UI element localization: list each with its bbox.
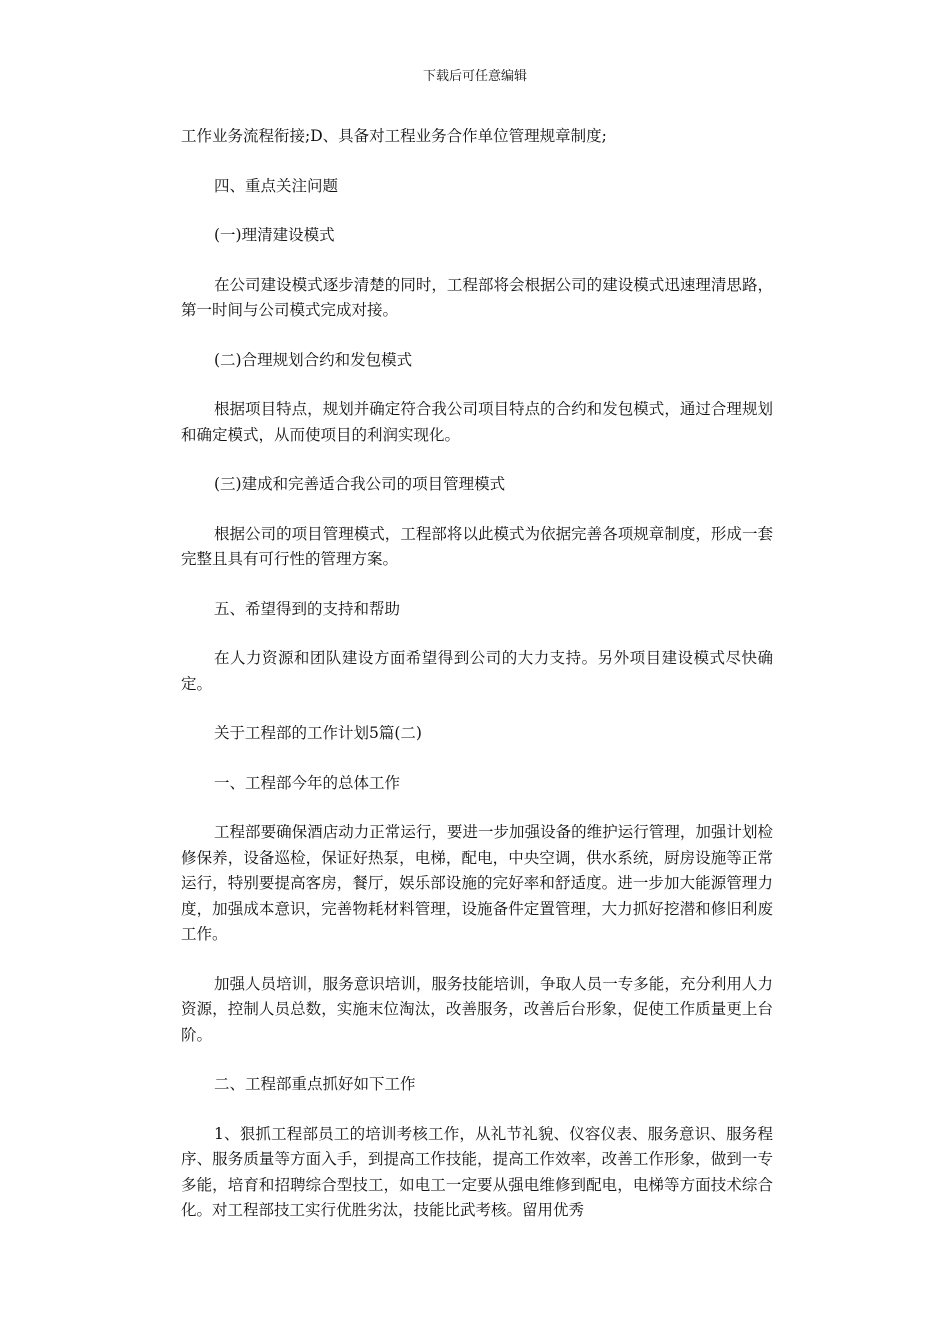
section-heading-2: 二、工程部重点抓好如下工作 bbox=[214, 1075, 416, 1093]
article-title: 关于工程部的工作计划5篇(二) bbox=[214, 724, 422, 742]
paragraph-continuation: 工作业务流程衔接;D、具备对工程业务合作单位管理规章制度; bbox=[181, 127, 607, 145]
paragraph: 加强人员培训，服务意识培训，服务技能培训，争取人员一专多能，充分利用人力资源，控制人员总数，实施末位淘汰，改善服务，改善后台形象，促使工作质量更上台阶。 bbox=[181, 974, 773, 1044]
page-header: 下载后可任意编辑 bbox=[422, 69, 527, 84]
paragraph: 根据项目特点，规划并确定符合我公司项目特点的合约和发包模式，通过合理规划和确定模式，从而使项目的利润实现化。 bbox=[181, 400, 773, 444]
paragraph: 在人力资源和团队建设方面希望得到公司的大力支持。另外项目建设模式尽快确定。 bbox=[181, 649, 773, 693]
section-heading-4: 四、重点关注问题 bbox=[214, 176, 339, 195]
section-heading-5: 五、希望得到的支持和帮助 bbox=[214, 599, 401, 618]
paragraph: 工程部要确保酒店动力正常运行，要进一步加强设备的维护运行管理，加强计划检修保养，设备巡检，保证好热泵，电梯，配电，中央空调，供水系统，厨房设施等正常运行，特别要提高客房，餐厅，娱乐部设施的完好率和舒适度。进一步加大能源管理力度，加强成本意识，完善物耗材料管理，设施备件定置管理，大力抓好挖潜和修旧利废工作。 bbox=[181, 823, 773, 943]
paragraph: 在公司建设模式逐步清楚的同时，工程部将会根据公司的建设模式迅速理清思路，第一时间与公司模式完成对接。 bbox=[181, 275, 773, 319]
paragraph: 根据公司的项目管理模式，工程部将以此模式为依据完善各项规章制度，形成一套完整且具有可行性的管理方案。 bbox=[181, 524, 773, 568]
section-heading-1: 一、工程部今年的总体工作 bbox=[214, 773, 401, 792]
subheading-3: (三)建成和完善适合我公司的项目管理模式 bbox=[214, 475, 506, 493]
paragraph: 1、狠抓工程部员工的培训考核工作，从礼节礼貌、仪容仪表、服务意识、服务程序、服务质量等方面入手，到提高工作技能，提高工作效率，改善工作形象，做到一专多能，培育和招聘综合型技工，如电工一定要从强电维修到配电，电梯等方面技术综合化。对工程部技工实行优胜劣汰，技能比武考核。留用优秀 bbox=[181, 1124, 773, 1219]
subheading-2: (二)合理规划合约和发包模式 bbox=[214, 350, 413, 369]
document-body bbox=[181, 124, 773, 1248]
subheading-1: (一)理清建设模式 bbox=[214, 226, 335, 244]
